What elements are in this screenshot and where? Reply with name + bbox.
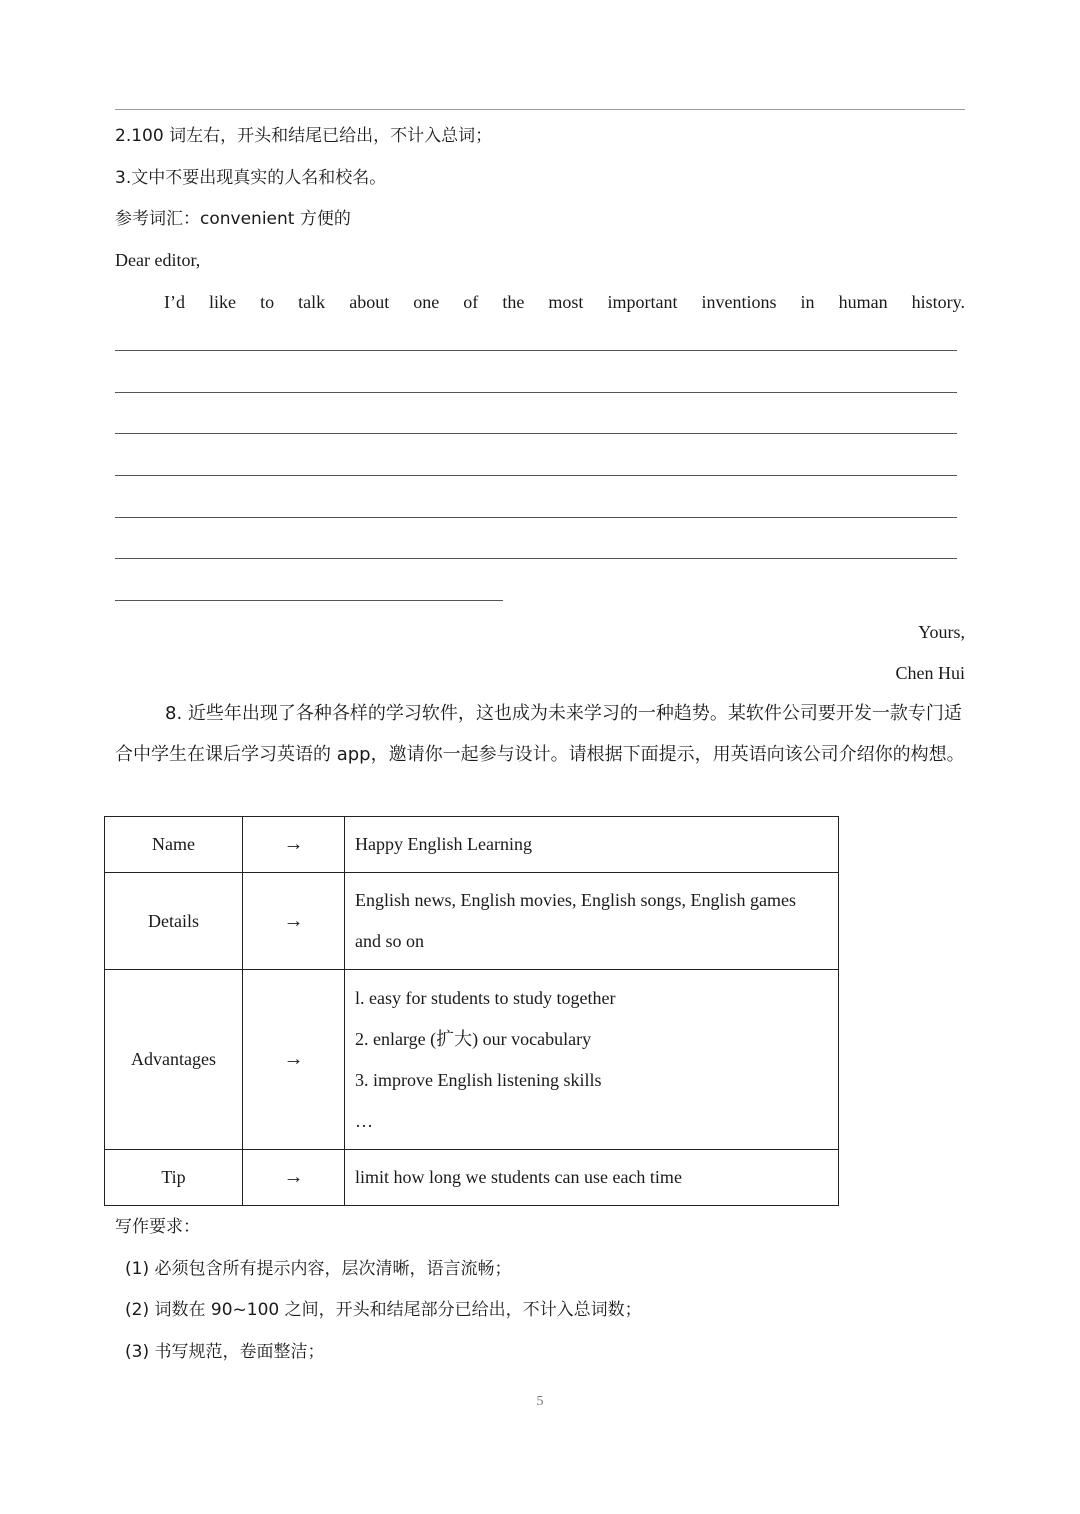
rule-2: 2.100 词左右，开头和结尾已给出，不计入总词；	[115, 126, 493, 146]
word: human	[838, 292, 888, 312]
table-row	[105, 970, 839, 1150]
arrow-icon: →	[243, 817, 345, 873]
answer-blank-line[interactable]	[115, 392, 957, 393]
word: history.	[911, 292, 965, 312]
letter-signature: Chen Hui	[895, 663, 965, 683]
question-8	[115, 693, 965, 775]
arrow-icon: →	[243, 970, 345, 1150]
arrow-icon: →	[243, 1150, 345, 1206]
row-content: English news, English movies, English songs, English games and so on	[345, 873, 839, 970]
row-label: Advantages	[105, 970, 243, 1150]
word: about	[349, 292, 390, 312]
row-label: Tip	[105, 1150, 243, 1206]
app-outline-table	[104, 816, 839, 1206]
row-label: Details	[105, 873, 243, 970]
word: of	[463, 292, 479, 312]
answer-blank-line[interactable]	[115, 433, 957, 434]
word: like	[209, 292, 237, 312]
requirement-item: (1) 必须包含所有提示内容，层次清晰，语言流畅；	[125, 1259, 512, 1279]
word: important	[607, 292, 678, 312]
requirement-item: (3) 书写规范，卷面整洁；	[125, 1342, 325, 1362]
row-content: Happy English Learning	[345, 817, 839, 873]
word: one	[413, 292, 440, 312]
word: to	[260, 292, 275, 312]
vocabulary-reference: 参考词汇：convenient 方便的	[115, 209, 351, 229]
rule-3: 3.文中不要出现真实的人名和校名。	[115, 168, 387, 188]
row-content: limit how long we students can use each time	[345, 1150, 839, 1206]
table-row	[105, 873, 839, 970]
table-row	[105, 817, 839, 873]
question-8-text: 8. 近些年出现了各种各样的学习软件，这也成为未来学习的一种趋势。某软件公司要开发一款专门适合中学生在课后学习英语的 app，邀请你一起参与设计。请根据下面提示，用英语向该公司介绍你的构想。	[115, 703, 965, 765]
row-content: l. easy for students to study together 2. enlarge (扩大) our vocabulary 3. improve English listening skills …	[345, 970, 839, 1150]
word: I’d	[164, 292, 185, 312]
word: the	[502, 292, 525, 312]
letter-first-line	[164, 290, 965, 314]
letter-closing: Yours,	[918, 622, 965, 642]
answer-blank-line-short[interactable]	[115, 600, 503, 601]
arrow-icon: →	[243, 873, 345, 970]
page-number: 5	[536, 1394, 544, 1409]
answer-blank-line[interactable]	[115, 475, 957, 476]
top-rule	[115, 109, 965, 110]
answer-blank-line[interactable]	[115, 558, 957, 559]
word: most	[548, 292, 584, 312]
row-label: Name	[105, 817, 243, 873]
requirements-title: 写作要求：	[115, 1217, 200, 1237]
word: in	[800, 292, 815, 312]
word: inventions	[701, 292, 777, 312]
requirement-item: (2) 词数在 90~100 之间，开头和结尾部分已给出，不计入总词数；	[125, 1300, 642, 1320]
table-row	[105, 1150, 839, 1206]
word: talk	[298, 292, 326, 312]
answer-blank-line[interactable]	[115, 350, 957, 351]
answer-blank-line[interactable]	[115, 517, 957, 518]
letter-greeting: Dear editor,	[115, 250, 201, 270]
